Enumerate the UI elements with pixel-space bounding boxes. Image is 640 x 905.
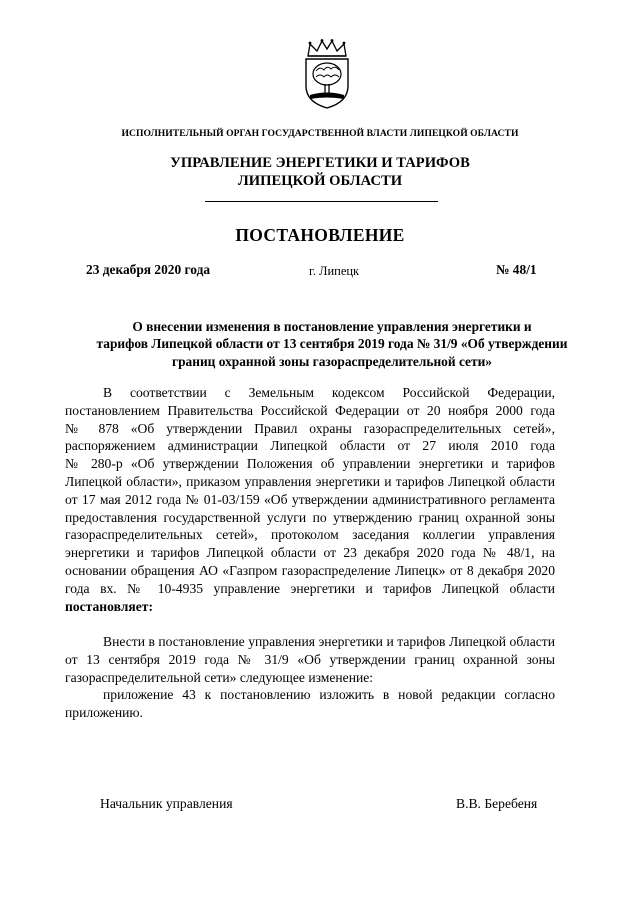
paragraph-line: от 17 мая 2012 года № 01-03/159 «Об утверждении административного регламента xyxy=(65,491,555,507)
document-date: 23 декабря 2020 года xyxy=(86,262,211,277)
header-divider xyxy=(205,201,438,202)
issuing-organ: ИСПОЛНИТЕЛЬНЫЙ ОРГАН ГОСУДАРСТВЕННОЙ ВЛАСТИ ЛИПЕЦКОЙ ОБЛАСТИ xyxy=(121,128,519,139)
paragraph-line: газораспределительной сети» следующее изменение: xyxy=(65,669,374,685)
paragraph-line: от 13 сентября 2019 года № 31/9 «Об утверждении границ охранной зоны xyxy=(65,651,555,667)
department-line-1: УПРАВЛЕНИЕ ЭНЕРГЕТИКИ И ТАРИФОВ xyxy=(170,155,470,171)
resolution-keyword: постановляет: xyxy=(65,598,153,614)
paragraph-preamble xyxy=(65,384,555,615)
paragraph-line: постановлением Правительства Российской Федерации от 20 ноября 2000 года xyxy=(65,402,555,418)
paragraph-line: распоряжением администрации Липецкой области от 27 июля 2010 года xyxy=(65,438,555,454)
subject-line: тарифов Липецкой области от 13 сентября 2019 года № 31/9 «Об утверждении xyxy=(96,336,568,352)
paragraph-line: энергетики и тарифов Липецкой области от 23 декабря 2020 года № 48/1, на xyxy=(65,545,555,561)
paragraph-line: № 280-р «Об утверждении Положения об управлении энергетики и тарифов xyxy=(65,456,555,472)
document-number: № 48/1 xyxy=(496,262,537,277)
coat-of-arms-icon xyxy=(298,38,356,110)
department-name xyxy=(0,154,640,190)
paragraph-line: № 878 «Об утверждении Правил охраны газораспределительных сетей», xyxy=(65,420,555,436)
subject-line: границ охранной зоны газораспределительной сети» xyxy=(172,353,492,369)
paragraph-line: газораспределительных сетей», протоколом заседания коллегии управления xyxy=(65,527,555,543)
paragraph-line: предоставления государственной услуги по утверждению границ охранной зоны xyxy=(65,509,555,525)
signatory-title: Начальник управления xyxy=(100,796,233,811)
paragraph-line: основании обращения АО «Газпром газораспределение Липецк» от 8 декабря 2020 xyxy=(65,562,555,578)
paragraph-resolution xyxy=(65,633,555,686)
paragraph-line: Липецкой области», приказом управления энергетики и тарифов Липецкой области xyxy=(65,473,555,489)
paragraph-line: приложению. xyxy=(65,704,143,720)
document-city: г. Липецк xyxy=(309,264,360,278)
paragraph-line: приложение 43 к постановлению изложить в новой редакции согласно xyxy=(103,687,555,702)
document-type: ПОСТАНОВЛЕНИЕ xyxy=(235,225,405,245)
paragraph-line: Внести в постановление управления энергетики и тарифов Липецкой области xyxy=(103,634,555,649)
subject-line: О внесении изменения в постановление управления энергетики и xyxy=(132,319,532,334)
document-subject xyxy=(62,318,602,370)
signatory-name: В.В. Беребеня xyxy=(456,796,538,811)
department-line-2: ЛИПЕЦКОЙ ОБЛАСТИ xyxy=(237,173,403,189)
paragraph-line: В соответствии с Земельным кодексом Российской Федерации, xyxy=(103,385,555,400)
paragraph-line: года вх. № 10-4935 управление энергетики и тарифов Липецкой области xyxy=(65,580,555,596)
paragraph-amendment xyxy=(65,686,555,722)
